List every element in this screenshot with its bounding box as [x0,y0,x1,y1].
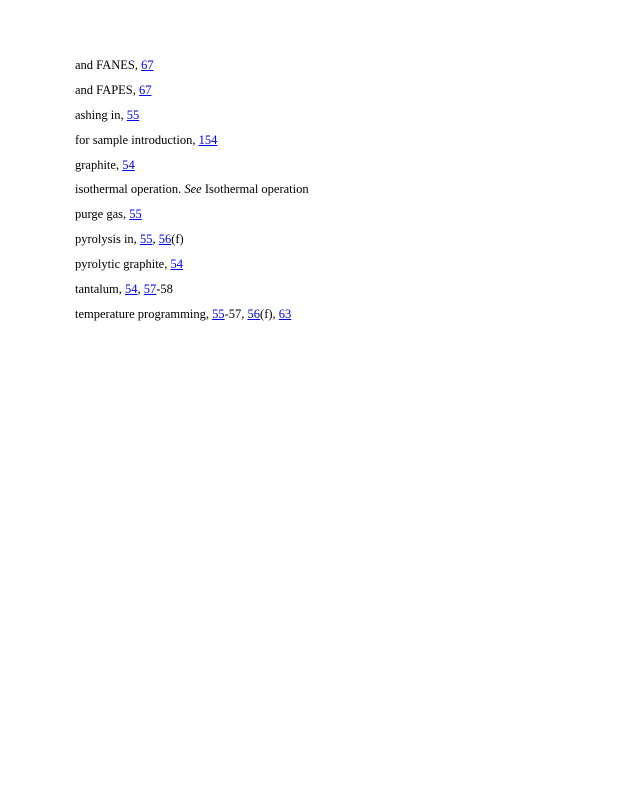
ref-suffix: -58 [156,282,173,297]
index-entry-tantalum [75,281,309,306]
entry-term: pyrolytic graphite, [75,257,171,272]
see-reference-word: See [184,182,202,197]
entry-term: and FANES, [75,58,142,72]
entry-term: purge gas, [75,207,130,222]
index-entry-graphite [75,157,309,182]
entry-term: tantalum, [75,282,125,297]
page-link[interactable]: 67 [139,82,152,97]
ref-suffix: -57, [224,306,248,321]
entry-term: graphite, [75,157,123,172]
ref-suffix: (f), [260,306,279,321]
index-entry-sample-introduction [75,132,309,157]
ref-suffix: (f) [171,232,184,247]
page-link[interactable]: 63 [278,306,292,321]
ref-separator: , [137,282,144,297]
page-link[interactable]: 57 [143,282,157,297]
page-link[interactable]: 56 [158,232,172,247]
entry-term: pyrolysis in, [75,232,140,247]
index-entry-fapes [75,82,309,107]
entry-term: and FAPES, [75,82,140,97]
index-entry-purge-gas [75,206,309,231]
index-entry-ashing [75,107,309,132]
page-link[interactable]: 56 [247,306,261,321]
page-link[interactable]: 55 [212,306,225,321]
page-link[interactable]: 54 [122,157,135,172]
page-link[interactable]: 55 [139,232,153,247]
entry-term: for sample introduction, [75,132,199,147]
page-link[interactable]: 154 [198,132,218,147]
index-entry-pyrolysis [75,231,309,256]
index-entry-pyrolytic-graphite [75,256,309,281]
index-entry-fanes [75,57,309,82]
entry-term: ashing in, [75,107,127,122]
see-reference-target: Isothermal operation [201,182,309,197]
entry-term: temperature programming, [75,306,213,321]
index-entry-temperature-programming [75,306,309,331]
page-link[interactable]: 67 [141,58,154,72]
page-link[interactable]: 55 [126,107,140,122]
index-entries [75,57,309,331]
entry-term: isothermal operation. [75,182,185,197]
page-link[interactable]: 54 [170,257,183,272]
index-entry-isothermal [75,181,309,206]
page-link[interactable]: 54 [125,282,138,297]
ref-separator: , [152,232,159,247]
page-link[interactable]: 55 [129,207,142,222]
